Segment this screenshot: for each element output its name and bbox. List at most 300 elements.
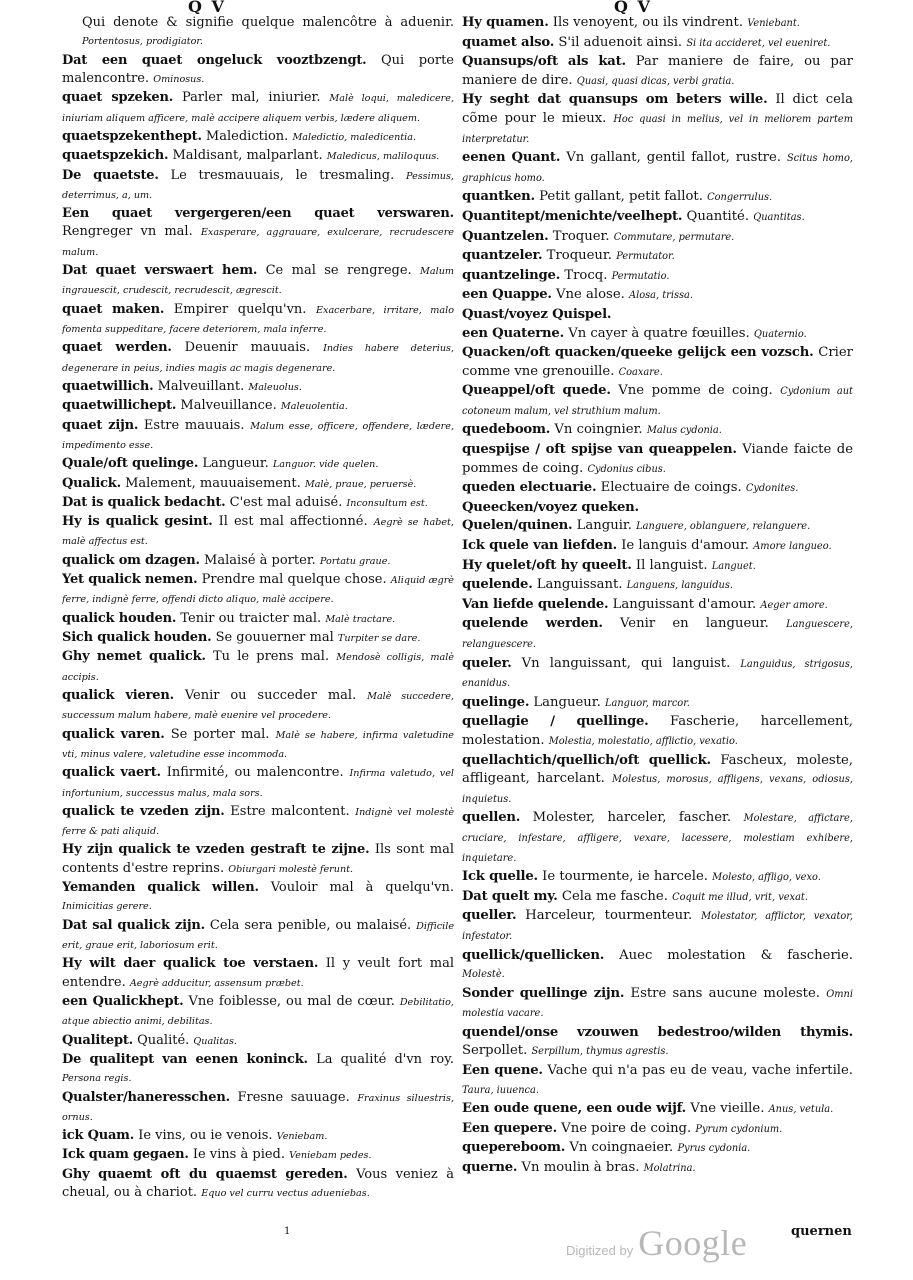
entry-headword: Ick quele van liefden. bbox=[462, 538, 617, 554]
entry-headword: Hy zijn qualick te vzeden gestraft te zijne. bbox=[62, 842, 370, 858]
dictionary-entry bbox=[62, 339, 454, 378]
entry-headword: Quantzelen. bbox=[462, 228, 549, 244]
dictionary-entry bbox=[62, 455, 454, 474]
entry-latin: Molestè. bbox=[462, 969, 505, 981]
dictionary-entry bbox=[462, 325, 853, 345]
entry-latin: Veniebam pedes. bbox=[289, 1150, 372, 1162]
entry-latin: Qualitas. bbox=[193, 1035, 237, 1047]
entry-headword: queller. bbox=[462, 908, 517, 924]
dictionary-entry bbox=[462, 441, 853, 479]
entry-headword: eenen Quant. bbox=[462, 150, 561, 166]
entry-latin: Coaxare. bbox=[618, 366, 663, 378]
entry-french: Estre mauuais. bbox=[143, 417, 245, 433]
entry-headword: qualick varen. bbox=[62, 726, 165, 742]
dictionary-entry bbox=[462, 517, 853, 537]
entry-french: Par maniere de faire, ou par maniere de dire. bbox=[462, 54, 853, 88]
entry-latin: Malum ingrauescit, crudescit, recrudescit, ægrescit. bbox=[62, 266, 454, 297]
entry-headword: Een oude quene, een oude wijf. bbox=[462, 1101, 687, 1117]
entry-headword: quamet also. bbox=[462, 34, 555, 50]
entry-headword: quaetspzekenthept. bbox=[62, 128, 202, 144]
dictionary-entry bbox=[462, 53, 853, 91]
dictionary-entry bbox=[62, 147, 454, 166]
entry-latin: Fraxinus siluestris, ornus. bbox=[62, 1092, 454, 1123]
entry-headword: Quelen/quinen. bbox=[462, 518, 573, 534]
entry-french: Vn coingnier. bbox=[554, 422, 643, 438]
digitized-watermark bbox=[566, 1222, 747, 1264]
entry-latin: Maledictio, maledicentia. bbox=[292, 131, 417, 143]
entry-headword: qualick om dzagen. bbox=[62, 552, 200, 568]
entry-headword: quelende. bbox=[462, 577, 533, 593]
entry-french: Cela sera penible, ou malaisé. bbox=[209, 917, 412, 933]
entry-latin: Amore langueo. bbox=[753, 541, 832, 553]
entry-latin: Maleuolentia. bbox=[280, 401, 348, 413]
entry-headword: quaet maken. bbox=[62, 301, 165, 317]
entry-headword: Ghy nemet qualick. bbox=[62, 649, 206, 665]
entry-french: Prendre mal quelque chose. bbox=[201, 572, 387, 588]
entry-french: Maldisant, malparlant. bbox=[172, 148, 323, 164]
entry-headword: Qualitept. bbox=[62, 1032, 133, 1048]
page-number: 1 bbox=[284, 1226, 291, 1237]
entry-headword: quellachtich/quellich/oft quellick. bbox=[462, 752, 711, 768]
dictionary-entry bbox=[462, 752, 853, 810]
running-header-left: Q V bbox=[188, 0, 226, 14]
entry-french: Fascheux, moleste, affligeant, harcelant. bbox=[462, 752, 853, 787]
entry-french: Parler mal, iniurier. bbox=[182, 90, 321, 106]
entry-headword: quaetwillich. bbox=[62, 378, 154, 394]
entry-headword: querne. bbox=[462, 1160, 518, 1176]
entry-french: Se porter mal. bbox=[170, 726, 270, 742]
entry-headword: qualick vieren. bbox=[62, 687, 174, 703]
dictionary-entry bbox=[62, 378, 454, 397]
entry-headword: quellen. bbox=[462, 810, 521, 826]
entry-latin: Persona regis. bbox=[62, 1073, 132, 1085]
entry-french: Molester, harceler, fascher. bbox=[532, 810, 732, 826]
dictionary-entry bbox=[462, 713, 853, 751]
entry-latin: Languescere, relanguescere. bbox=[462, 619, 853, 650]
entry-latin: Ominosus. bbox=[153, 73, 205, 85]
entry-latin: Languet. bbox=[711, 560, 756, 572]
dictionary-entry bbox=[462, 91, 853, 149]
entry-french: Langueur. bbox=[533, 694, 601, 710]
entry-headword: Dat quaet verswaert hem. bbox=[62, 263, 258, 279]
entry-latin: Malus cydonia. bbox=[646, 425, 722, 437]
dictionary-entry bbox=[62, 552, 454, 571]
dictionary-entry bbox=[462, 306, 853, 325]
entry-latin: Aegrè se habet, malè affectus est. bbox=[62, 517, 454, 548]
entry-latin: Pessimus, deterrimus, a, um. bbox=[62, 170, 454, 201]
dictionary-entry bbox=[462, 537, 853, 557]
entry-headword: quelende werden. bbox=[462, 616, 603, 632]
entry-latin: Aliquid ægrè ferre, indignè ferre, offendi dicto aliquo, malè accipere. bbox=[62, 575, 454, 606]
entry-french: Se gouuerner mal bbox=[215, 630, 334, 645]
entry-latin: Malè se habere, infirma valetudine vti, minus valere, valetudine esse incommoda. bbox=[62, 729, 454, 760]
entry-french: Vn moulin à bras. bbox=[521, 1160, 640, 1176]
entry-latin: Indies habere deterius, degenerare in peius, indies magis ac magis degenerare. bbox=[62, 343, 454, 374]
entry-headword: quendel/onse vzouwen bedestroo/wilden thymis. bbox=[462, 1024, 853, 1040]
dictionary-entry bbox=[462, 907, 853, 946]
entry-latin: Portatu graue. bbox=[319, 555, 391, 567]
entry-latin: Pyrus cydonia. bbox=[677, 1143, 751, 1155]
entry-french: Ils venoyent, ou ils vindrent. bbox=[552, 15, 744, 30]
entry-french: Empirer quelqu'vn. bbox=[173, 301, 307, 317]
entry-french: Il languist. bbox=[635, 557, 708, 573]
entry-french: Quantité. bbox=[686, 208, 750, 224]
entry-french: Troquer. bbox=[552, 228, 610, 244]
entry-headword: Sich qualick houden. bbox=[62, 630, 212, 645]
dictionary-entry bbox=[62, 167, 454, 206]
entry-headword: quaetspzekich. bbox=[62, 148, 169, 164]
entry-french: S'il aduenoit ainsi. bbox=[558, 34, 683, 50]
entry-headword: Qualick. bbox=[62, 475, 121, 491]
entry-latin: Si ita accideret, vel eueniret. bbox=[686, 37, 831, 49]
entry-headword: Yet qualick nemen. bbox=[62, 572, 198, 588]
dictionary-entry bbox=[62, 879, 454, 917]
entry-french: Ie vins, ou ie venois. bbox=[138, 1128, 273, 1144]
entry-french: Tu le prens mal. bbox=[212, 649, 330, 665]
entry-headword: Een quene. bbox=[462, 1063, 543, 1079]
entry-headword: Ick quelle. bbox=[462, 869, 538, 885]
dictionary-entry bbox=[462, 694, 853, 714]
entry-french: Cela me fasche. bbox=[561, 888, 668, 904]
dictionary-entry bbox=[462, 596, 853, 616]
entry-french: Qui porte malencontre. bbox=[62, 52, 454, 86]
entry-french: Harceleur, tourmenteur. bbox=[525, 908, 693, 924]
entry-latin: Taura, iuuenca. bbox=[462, 1084, 539, 1096]
dictionary-entry bbox=[62, 648, 454, 687]
dictionary-entry bbox=[462, 421, 853, 441]
entry-french: Infirmité, ou malencontre. bbox=[166, 765, 344, 781]
dictionary-entry bbox=[462, 1120, 853, 1140]
entry-french: Vous veniez à cheual, ou à chariot. bbox=[62, 1166, 454, 1201]
entry-french: Malaisé à porter. bbox=[204, 552, 316, 568]
dictionary-entry bbox=[462, 228, 853, 248]
entry-latin: Scitus homo, graphicus homo. bbox=[462, 153, 853, 184]
entry-french: Troqueur. bbox=[546, 248, 612, 264]
dictionary-entry bbox=[462, 247, 853, 267]
entry-latin: Molatrina. bbox=[643, 1163, 696, 1175]
dictionary-entry bbox=[62, 1032, 454, 1051]
entry-french: Languir. bbox=[576, 518, 632, 534]
entry-latin: Exasperare, aggrauare, exulcerare, recrudescere malum. bbox=[62, 227, 454, 258]
entry-french: Vache qui n'a pas eu de veau, vache infertile. bbox=[547, 1063, 853, 1079]
entry-headword: Dat quelt my. bbox=[462, 888, 558, 904]
entry-french: Il dict cela cõme pour le mieux. bbox=[462, 92, 853, 126]
entry-headword: quaet werden. bbox=[62, 340, 172, 356]
entry-latin: Exacerbare, irritare, malo fomenta suppeditare, facere deteriorem, mala inferre. bbox=[62, 304, 454, 335]
dictionary-entry bbox=[62, 494, 454, 513]
dictionary-entry bbox=[462, 1159, 853, 1179]
entry-latin: Pyrum cydonium. bbox=[695, 1123, 783, 1135]
dictionary-entry bbox=[62, 764, 454, 803]
dictionary-entry bbox=[62, 1166, 454, 1204]
watermark-prefix: Digitized by bbox=[566, 1243, 634, 1258]
entry-headword: Hy quelet/oft hy queelt. bbox=[462, 557, 632, 573]
dictionary-entry bbox=[462, 868, 853, 888]
entry-french: La qualité d'vn roy. bbox=[316, 1051, 454, 1067]
dictionary-entry bbox=[62, 1146, 454, 1165]
entry-french: Qui denote & signifie quelque malencôtre à aduenir. bbox=[82, 15, 454, 30]
entry-latin: Languor. vide quelen. bbox=[272, 459, 379, 471]
dictionary-entry bbox=[462, 576, 853, 596]
entry-headword: Quansups/oft als kat. bbox=[462, 54, 626, 70]
entry-headword: Quantitept/menichte/veelhept. bbox=[462, 208, 683, 224]
dictionary-entry bbox=[462, 382, 853, 421]
entry-latin: Malum esse, officere, offendere, lædere, impedimento esse. bbox=[62, 420, 454, 451]
entry-latin: Molestare, affictare, cruciare, infestare, affligere, vexare, lacessere, molestiam exhibere, inquietare. bbox=[462, 813, 853, 864]
entry-latin: Serpillum, thymus agrestis. bbox=[531, 1046, 669, 1058]
dictionary-entry bbox=[462, 499, 853, 518]
entry-latin: Veniebam. bbox=[276, 1131, 328, 1143]
entry-headword: Hy wilt daer qualick toe verstaen. bbox=[62, 956, 319, 972]
entry-french: Il y veult fort mal entendre. bbox=[62, 956, 454, 990]
dictionary-entry bbox=[462, 557, 853, 577]
entry-french: Malement, mauuaisement. bbox=[125, 475, 301, 491]
dictionary-entry bbox=[462, 188, 853, 208]
entry-latin: Quasi, quasi dicas, verbi gratia. bbox=[576, 75, 735, 87]
entry-headword: queden electuarie. bbox=[462, 480, 597, 496]
dictionary-entry bbox=[62, 571, 454, 610]
entry-headword: Quale/oft quelinge. bbox=[62, 456, 199, 472]
entry-latin: Languens, languidus. bbox=[626, 580, 733, 592]
entry-french: Languissant. bbox=[536, 577, 623, 593]
entry-latin: Molestia, molestatio, afflictio, vexatio. bbox=[548, 735, 738, 747]
entry-latin: Omni molestia vacare. bbox=[462, 988, 853, 1020]
entry-latin: Malè tractare. bbox=[325, 613, 396, 625]
entry-latin: Aegrè adducitur, assensum præbet. bbox=[129, 977, 304, 989]
entry-french: Le tresmauuais, le tresmaling. bbox=[170, 167, 395, 183]
entry-latin: Inimicitias gerere. bbox=[62, 901, 152, 913]
entry-latin: Inconsultum est. bbox=[346, 497, 428, 509]
entry-french: Rengreger vn mal. bbox=[62, 224, 193, 240]
entry-headword: Quacken/oft quacken/queeke gelijck een vozsch. bbox=[462, 345, 814, 361]
entry-headword: quaetwillichept. bbox=[62, 398, 177, 414]
entry-latin: Congerrulus. bbox=[707, 192, 773, 204]
dictionary-entry bbox=[62, 629, 454, 648]
entry-headword: quellagie / quellinge. bbox=[462, 714, 649, 730]
entry-latin: Quantitas. bbox=[753, 211, 805, 223]
entry-headword: De quaetste. bbox=[62, 167, 159, 183]
running-header-right: Q V bbox=[614, 0, 652, 14]
dictionary-entry bbox=[62, 128, 454, 147]
entry-latin: Anus, vetula. bbox=[768, 1104, 834, 1116]
entry-french: Ie tourmente, ie harcele. bbox=[542, 869, 708, 885]
entry-headword: qualick vaert. bbox=[62, 765, 161, 781]
entry-french: Electuaire de coings. bbox=[600, 480, 742, 496]
entry-french: Vn cayer à quatre fœuilles. bbox=[568, 325, 750, 341]
entry-french: Venir ou succeder mal. bbox=[184, 687, 357, 703]
dictionary-entry bbox=[62, 14, 454, 52]
entry-french: Crier comme vne grenouille. bbox=[462, 345, 853, 379]
entry-latin: Molestator, afflictor, vexator, infestator. bbox=[462, 911, 853, 942]
entry-french: Estre malcontent. bbox=[230, 803, 350, 819]
entry-headword: De qualitept van eenen koninck. bbox=[62, 1051, 308, 1067]
entry-latin: Permutator. bbox=[616, 251, 675, 263]
dictionary-entry bbox=[462, 615, 853, 654]
dictionary-entry bbox=[462, 208, 853, 228]
entry-latin: Obiurgari molestè ferunt. bbox=[228, 863, 354, 875]
entry-latin: Languor, marcor. bbox=[605, 697, 690, 709]
dictionary-entry bbox=[62, 397, 454, 416]
dictionary-entry bbox=[62, 262, 454, 301]
dictionary-entry bbox=[62, 417, 454, 456]
entry-headword: Hy quamen. bbox=[462, 15, 549, 30]
entry-headword: quespijse / oft spijse van queappelen. bbox=[462, 442, 737, 458]
dictionary-entry bbox=[62, 52, 454, 90]
dictionary-entry bbox=[462, 267, 853, 287]
entry-latin: Maledicus, maliloquus. bbox=[326, 151, 440, 163]
entry-headword: qualick te vzeden zijn. bbox=[62, 803, 225, 819]
entry-headword: Een quepere. bbox=[462, 1120, 557, 1136]
entry-latin: Indignè vel molestè ferre & pati aliquid. bbox=[62, 806, 454, 838]
entry-latin: Commutare, permutare. bbox=[613, 231, 735, 243]
entry-headword: ick Quam. bbox=[62, 1128, 135, 1144]
entry-headword: quantzelinge. bbox=[462, 267, 561, 283]
dictionary-entry bbox=[462, 149, 853, 188]
entry-latin: Malè loqui, maledicere, iniuriam aliquem afficere, malè accipere aliquem verbis, lædere aliquem. bbox=[62, 93, 454, 124]
entry-french: Qualité. bbox=[137, 1032, 190, 1048]
entry-latin: Malè, praue, peruersè. bbox=[304, 478, 417, 490]
entry-french: Languissant d'amour. bbox=[612, 596, 757, 612]
entry-latin: Cydonium aut cotoneum malum, vel struthium malum. bbox=[462, 386, 853, 417]
entry-headword: quepereboom. bbox=[462, 1140, 566, 1156]
dictionary-entry bbox=[62, 803, 454, 842]
entry-french: Vn languissant, qui languist. bbox=[521, 655, 731, 671]
dictionary-entry bbox=[62, 1051, 454, 1089]
entry-headword: Ghy quaemt oft du quaemst gereden. bbox=[62, 1166, 348, 1182]
entry-headword: quaet zijn. bbox=[62, 417, 139, 433]
entry-latin: Infirma valetudo, vel infortunium, successus malus, mala sors. bbox=[62, 768, 454, 799]
dictionary-entry bbox=[62, 993, 454, 1032]
entry-latin: Languidus, strigosus, enanidus. bbox=[462, 658, 853, 690]
entry-latin: Coquit me illud, vrit, vexat. bbox=[672, 891, 808, 903]
entry-latin: Difficile erit, graue erit, laboriosum erit. bbox=[62, 920, 454, 951]
dictionary-entry bbox=[462, 14, 853, 34]
entry-headword: Hy seght dat quansups om beters wille. bbox=[462, 92, 768, 108]
entry-headword: qualick houden. bbox=[62, 610, 177, 626]
entry-french: Langueur. bbox=[202, 456, 269, 472]
dictionary-entry bbox=[62, 1127, 454, 1146]
entry-latin: Malè succedere, successum malum habere, malè euenire vel procedere. bbox=[62, 690, 454, 722]
entry-french: Viande faicte de pommes de coing. bbox=[462, 442, 853, 476]
entry-french: Serpollet. bbox=[462, 1043, 528, 1059]
dictionary-entry bbox=[462, 344, 853, 382]
entry-french: Vne vieille. bbox=[690, 1101, 765, 1117]
entry-french: Fascherie, harcellement, molestation. bbox=[462, 714, 853, 748]
entry-headword: Een quaet vergergeren/een quaet verswaren. bbox=[62, 206, 454, 222]
entry-latin: Mendosè colligis, malè accipis. bbox=[62, 652, 454, 683]
entry-latin: Equo vel curru vectus adueniebas. bbox=[201, 1188, 370, 1200]
dictionary-entry bbox=[462, 1024, 853, 1062]
dictionary-entry bbox=[62, 1089, 454, 1128]
entry-headword: Dat is qualick bedacht. bbox=[62, 494, 226, 510]
dictionary-entry bbox=[462, 985, 853, 1024]
entry-headword: quellick/quellicken. bbox=[462, 947, 605, 963]
entry-headword: quelinge. bbox=[462, 694, 530, 710]
dictionary-entry bbox=[462, 286, 853, 306]
entry-headword: Dat sal qualick zijn. bbox=[62, 917, 205, 933]
entry-headword: quedeboom. bbox=[462, 422, 551, 438]
entry-french: Vn gallant, gentil fallot, rustre. bbox=[566, 150, 781, 166]
entry-headword: Queappel/oft quede. bbox=[462, 383, 611, 399]
entry-latin: Molesto, affligo, vexo. bbox=[712, 872, 821, 884]
entry-headword: quantken. bbox=[462, 189, 535, 205]
dictionary-entry bbox=[62, 89, 454, 128]
entry-french: Ie vins à pied. bbox=[192, 1147, 285, 1163]
entry-headword: quantzeler. bbox=[462, 248, 543, 264]
entry-headword: Sonder quellinge zijn. bbox=[462, 985, 625, 1001]
entry-latin: Quaternio. bbox=[753, 328, 807, 340]
entry-latin: Cydonites. bbox=[745, 483, 799, 495]
dictionary-entry bbox=[62, 841, 454, 879]
entry-latin: Turpiter se dare. bbox=[337, 633, 421, 644]
entry-headword: Ick quam gegaen. bbox=[62, 1147, 189, 1163]
entry-latin: Veniebant. bbox=[747, 18, 800, 29]
dictionary-entry bbox=[462, 34, 853, 54]
entry-headword: Hy is qualick gesint. bbox=[62, 514, 213, 530]
entry-headword: quaet spzeken. bbox=[62, 90, 174, 106]
entry-french: Tenir ou traicter mal. bbox=[180, 610, 322, 626]
watermark-brand: Google bbox=[638, 1223, 748, 1263]
dictionary-entry bbox=[462, 809, 853, 868]
entry-latin: Maleuolus. bbox=[248, 381, 302, 393]
entry-french: Venir en langueur. bbox=[620, 616, 769, 632]
entry-headword: Yemanden qualick willen. bbox=[62, 880, 259, 896]
entry-headword: Qualster/haneresschen. bbox=[62, 1089, 230, 1105]
dictionary-entry bbox=[462, 947, 853, 985]
entry-french: Il est mal affectionné. bbox=[218, 514, 368, 530]
dictionary-entry bbox=[62, 301, 454, 340]
entry-headword: een Qualickhept. bbox=[62, 993, 184, 1009]
entry-latin: Molestus, morosus, affligens, vexans, odiosus, inquietus. bbox=[462, 774, 853, 805]
entry-headword: Dat een quaet ongeluck vooztbzengt. bbox=[62, 52, 367, 68]
dictionary-entry bbox=[62, 726, 454, 765]
entry-headword: queler. bbox=[462, 655, 512, 671]
entry-latin: Debilitatio, atque abiectio animi, debilitas. bbox=[62, 996, 454, 1028]
dictionary-entry bbox=[62, 687, 454, 726]
dictionary-entry bbox=[462, 655, 853, 694]
entry-french: Malveuillance. bbox=[180, 398, 277, 414]
dictionary-entry bbox=[62, 205, 454, 262]
dictionary-entry bbox=[62, 917, 454, 956]
entry-french: Vne foiblesse, ou mal de cœur. bbox=[188, 993, 395, 1009]
entry-french: Fresne sauuage. bbox=[237, 1089, 350, 1105]
entry-french: Vne pomme de coing. bbox=[618, 383, 773, 399]
entry-french: Estre sans aucune moleste. bbox=[630, 985, 820, 1001]
entry-french: Vn coingnaeier. bbox=[569, 1140, 674, 1156]
entry-latin: Cydonius cibus. bbox=[587, 463, 666, 475]
dictionary-entry bbox=[62, 610, 454, 629]
dictionary-entry bbox=[462, 888, 853, 908]
entry-french: C'est mal aduisé. bbox=[229, 494, 343, 510]
entry-headword: Queecken/voyez queken. bbox=[462, 499, 639, 515]
entry-headword: een Quaterne. bbox=[462, 325, 564, 341]
dictionary-entry bbox=[462, 1062, 853, 1100]
entry-french: Auec molestation & fascherie. bbox=[619, 947, 853, 963]
entry-latin: Aeger amore. bbox=[760, 599, 828, 611]
entry-french: Malediction. bbox=[205, 128, 289, 144]
entry-french: Ce mal se rengrege. bbox=[265, 263, 412, 279]
right-column bbox=[462, 14, 853, 1219]
entry-headword: Van liefde quelende. bbox=[462, 596, 609, 612]
entry-french: Vne poire de coing. bbox=[561, 1120, 692, 1136]
entry-french: Malveuillant. bbox=[157, 378, 245, 394]
dictionary-entry bbox=[62, 955, 454, 993]
entry-french: Ils sont mal contents d'estre reprins. bbox=[62, 842, 454, 876]
entry-french: Vne alose. bbox=[556, 287, 625, 303]
entry-french: Deuenir mauuais. bbox=[184, 340, 311, 356]
entry-latin: Hoc quasi in melius, vel in meliorem partem interpretatur. bbox=[462, 113, 853, 145]
entry-latin: Permutatio. bbox=[611, 270, 670, 282]
